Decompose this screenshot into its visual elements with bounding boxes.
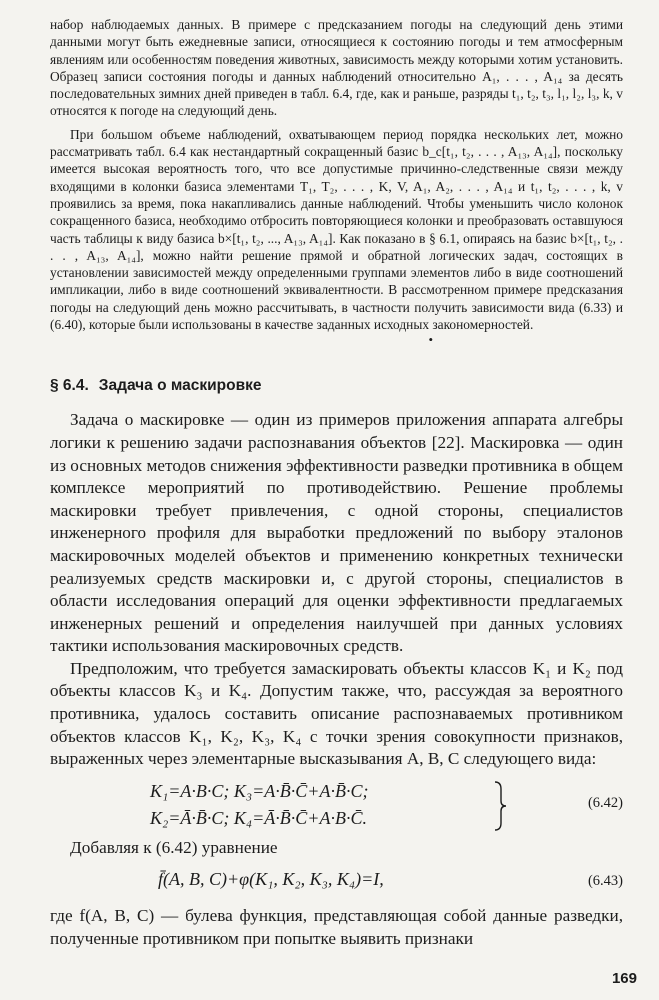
equation-6-43-number: (6.43) xyxy=(587,873,623,890)
top-paragraph-2: При большом объеме наблюдений, охватывающем период порядка нескольких лет, можно рассматривать табл. 6.4 как нестандартный сокращенный базис b_c[t₁, t₂, . . . , A₁₃, A₁₄], поскольку имеется высокая вероятность того, что все допустимые причинно-следственные связи между входящими в колонки базиса элементами T₁, T₂, . . . , K, V, A₁, A₂, . . . , A₁₄ и t₁, t₂, . . . , k, v проявились за время, пока накапливались данные наблюдений. Чтобы уменьшить число колонок сокращенного базиса, необходимо отбросить повторяющиеся колонки и преобразовать оставшуюся часть таблицы к виду базиса b×[t₁, t₂, ..., A₁₃, A₁₄]. Как показано в § 6.1, опираясь на базис b×[t₁, t₂, . . . , A₁₃, A₁₄], можно найти решение прямой и обратной логических задач, состоящих в установлении зависимостей между определенными группами элементов либо в виде соотношений импликации, либо в виде соотношений эквивалентности. В рассмотренном примере предсказания погоды на следующий день можно рассчитывать, в частности получить зависимости вида (6.33) и (6.40), которые были использованы в качестве заданных исходных закономерностей. xyxy=(50,126,623,333)
top-paragraph-1: набор наблюдаемых данных. В примере с предсказанием погоды на следующий день этими данными могут быть ежедневные записи, относящиеся к состоянию погоды и тем атмосферным явлениям или особенностям поведения животных, зависимость между которыми хотим установить. Образец записи состояния погоды и данных наблюдений относительно A₁, . . . , A₁₄ за десять последовательных зимних дней приведен в табл. 6.4, где, как и раньше, разряды t₁, t₂, t₃, l₁, l₂, l₃, k, v относятся к погоде на следующий день. xyxy=(50,17,623,119)
page-number: 169 xyxy=(611,970,637,987)
section-number: § 6.4. xyxy=(50,377,89,395)
section-heading xyxy=(50,377,623,395)
equation-6-42-number: (6.42) xyxy=(587,794,623,811)
paragraph-end-mark: • xyxy=(428,332,433,348)
equation-6-42 xyxy=(50,781,623,831)
body-paragraph-1: Задача о маскировке — один из примеров приложения аппарата алгебры логики к решению задачи распознавания объектов [22]. Маскировка — один из основных методов снижения эффективности разведки противника в общем комплексе мероприятий по противодействию. Решение проблемы маскировки требует привлечения, с одной стороны, специалистов инженерного профиля для выработки предложений по выбору эталонов маскировочных моделей объектов и применению конкретных технически реализуемых средств маскировки и, с другой стороны, специалистов в области исследования операций для оценки эффективности предлагаемых инженерных решений и определения наилучшей при данных условиях тактики использования маскировочных средств. xyxy=(50,410,623,656)
adding-line: Добавляя к (6.42) уравнение xyxy=(70,837,278,857)
equation-6-43-text: f̄(A, B, C)+φ(K₁, K₂, K₃, K₄)=I, xyxy=(158,869,384,890)
equation-6-42-line-2: K₂=Ā·B̄·C; K₄=Ā·B̄·C̄+A·B·C̄. xyxy=(150,807,367,828)
equation-6-43 xyxy=(50,863,623,897)
last-paragraph: где f(A, B, C) — булева функция, представляющая собой данные разведки, полученные противником при попытке выявить признаки xyxy=(50,906,623,949)
section-title: Задача о маскировке xyxy=(98,377,262,395)
body-paragraph-2: Предположим, что требуется замаскировать объекты классов K₁ и K₂ под объекты классов K₃ и K₄. Допустим также, что, рассуждая за вероятного противника, удалось составить описание распознаваемых противником объектов классов K₁, K₂, K₃, K₄ с точки зрения совокупности признаков, выраженных через элементарные высказывания A, B, C следующего вида: xyxy=(50,658,623,769)
right-brace-icon xyxy=(493,781,507,831)
equation-6-42-line-1: K₁=A·B·C; K₃=A·B̄·C̄+A·B̄·C; xyxy=(150,780,369,801)
page-content xyxy=(50,16,623,951)
